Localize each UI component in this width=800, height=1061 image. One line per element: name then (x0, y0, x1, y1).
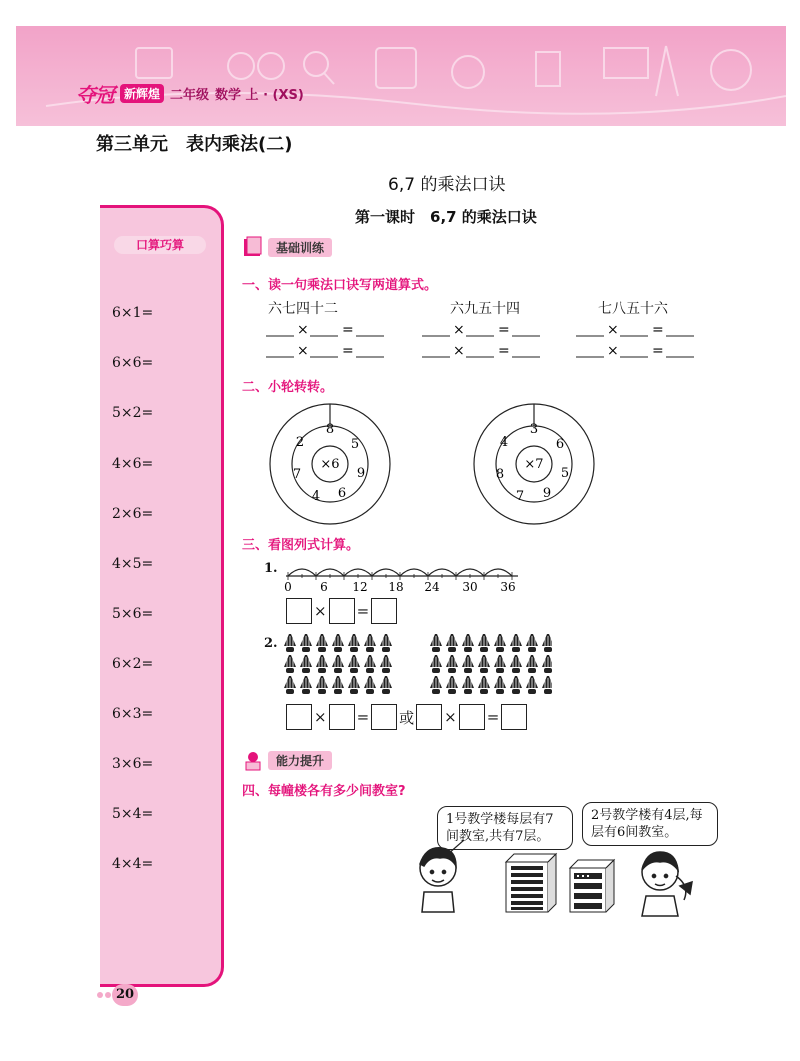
answer-box[interactable] (371, 704, 397, 730)
calc-item: 4×6= (112, 456, 154, 472)
q4-title: 四、每幢楼各有多少间教室? (242, 784, 406, 799)
svg-text:=: = (342, 322, 354, 338)
svg-text:×: × (297, 322, 309, 338)
brand-logo: 夺冠 (76, 82, 114, 107)
tick-label: 18 (388, 580, 404, 594)
subject-label: 数学 上 · (XS) (215, 87, 304, 103)
answer-box[interactable] (459, 704, 485, 730)
girl-figure (642, 852, 692, 916)
wheel-number: 5 (350, 437, 360, 452)
answer-box[interactable] (416, 704, 442, 730)
rhyme: 六七四十二 (268, 301, 338, 317)
sidebar-heading: 口算巧算 (114, 236, 206, 254)
calc-item: 2×6= (112, 506, 154, 522)
building-1 (506, 854, 556, 912)
calc-item: 6×3= (112, 706, 154, 722)
tick-label: 0 (284, 580, 292, 594)
unit-title: 第三单元 表内乘法(二) (96, 134, 293, 155)
q1-blank-equations (260, 320, 710, 370)
calc-item: 4×4= (112, 856, 154, 872)
wheel2-center: ×7 (524, 457, 544, 472)
boy-figure (420, 840, 464, 912)
tick-label: 30 (462, 580, 478, 594)
wheel-number: 7 (515, 489, 525, 504)
student-icon (242, 749, 264, 771)
wheel-number: 8 (495, 467, 505, 482)
multiplication-wheel-1 (264, 402, 400, 526)
speech-bubble-1: 1号教学楼每层有7间教室,共有7层。 (437, 806, 573, 850)
speech-bubble-2: 2号教学楼有4层,每层有6间教室。 (582, 802, 718, 846)
wheel-number: 9 (356, 466, 366, 481)
q3-item2-label: 2. (264, 636, 278, 651)
answer-box[interactable] (286, 704, 312, 730)
answer-box[interactable] (286, 598, 312, 624)
q3-item1-label: 1. (264, 561, 278, 576)
wheel-number: 5 (560, 466, 570, 481)
q3-item1-equation: × = (286, 598, 397, 624)
calc-item: 5×6= (112, 606, 154, 622)
wheel1-center: ×6 (320, 457, 340, 472)
advanced-label (242, 749, 332, 771)
wheel-number: 9 (542, 486, 552, 501)
answer-box[interactable] (329, 598, 355, 624)
rhyme: 七八五十六 (598, 301, 668, 317)
calc-item: 5×2= (112, 405, 154, 421)
number-line (278, 556, 524, 594)
calc-item: 6×2= (112, 656, 154, 672)
or-text: 或 (399, 708, 415, 727)
answer-box[interactable] (371, 598, 397, 624)
lesson-title: 第一课时 6,7 的乘法口诀 (355, 208, 537, 226)
grade-label: 二年级 (170, 87, 210, 103)
tick-label: 36 (500, 580, 516, 594)
answer-box[interactable] (501, 704, 527, 730)
basic-training-text: 基础训练 (268, 238, 332, 257)
book-icon (242, 236, 264, 258)
section-title: 6,7 的乘法口诀 (388, 175, 506, 195)
wheel-number: 8 (325, 422, 335, 437)
wheel-number: 6 (337, 486, 347, 501)
wheel-number: 7 (292, 467, 302, 482)
wheel-number: 6 (555, 437, 565, 452)
calc-item: 3×6= (112, 756, 154, 772)
calc-item: 6×1= (112, 305, 154, 321)
shuttlecock-groups (282, 632, 552, 696)
basic-training-label (242, 236, 332, 258)
tick-label: 6 (320, 580, 328, 594)
banner-decoration (16, 26, 786, 126)
tick-label: 24 (424, 580, 440, 594)
q4-illustration (410, 840, 710, 920)
answer-box[interactable] (329, 704, 355, 730)
wheel-number: 4 (311, 489, 321, 504)
rhyme: 六九五十四 (450, 301, 520, 317)
wheel-number: 4 (499, 435, 509, 450)
multiplication-wheel-2 (468, 402, 604, 526)
q1-title: 一、读一句乘法口诀写两道算式。 (242, 278, 438, 293)
calc-item: 4×5= (112, 556, 154, 572)
calc-item: 6×6= (112, 355, 154, 371)
tick-label: 12 (352, 580, 368, 594)
page-number: 20 (112, 984, 138, 1006)
calc-item: 5×4= (112, 806, 154, 822)
brand-header (76, 80, 304, 106)
advanced-text: 能力提升 (268, 751, 332, 770)
header-banner (16, 26, 786, 126)
building-2 (570, 860, 614, 912)
q2-title: 二、小轮转转。 (242, 380, 334, 395)
wheel-number: 3 (529, 422, 539, 437)
q3-title: 三、看图列式计算。 (242, 538, 360, 553)
brand-tag: 新辉煌 (120, 84, 164, 103)
wheel-number: 2 (295, 435, 305, 450)
q3-item2-equation: × = 或 × = (286, 704, 527, 730)
